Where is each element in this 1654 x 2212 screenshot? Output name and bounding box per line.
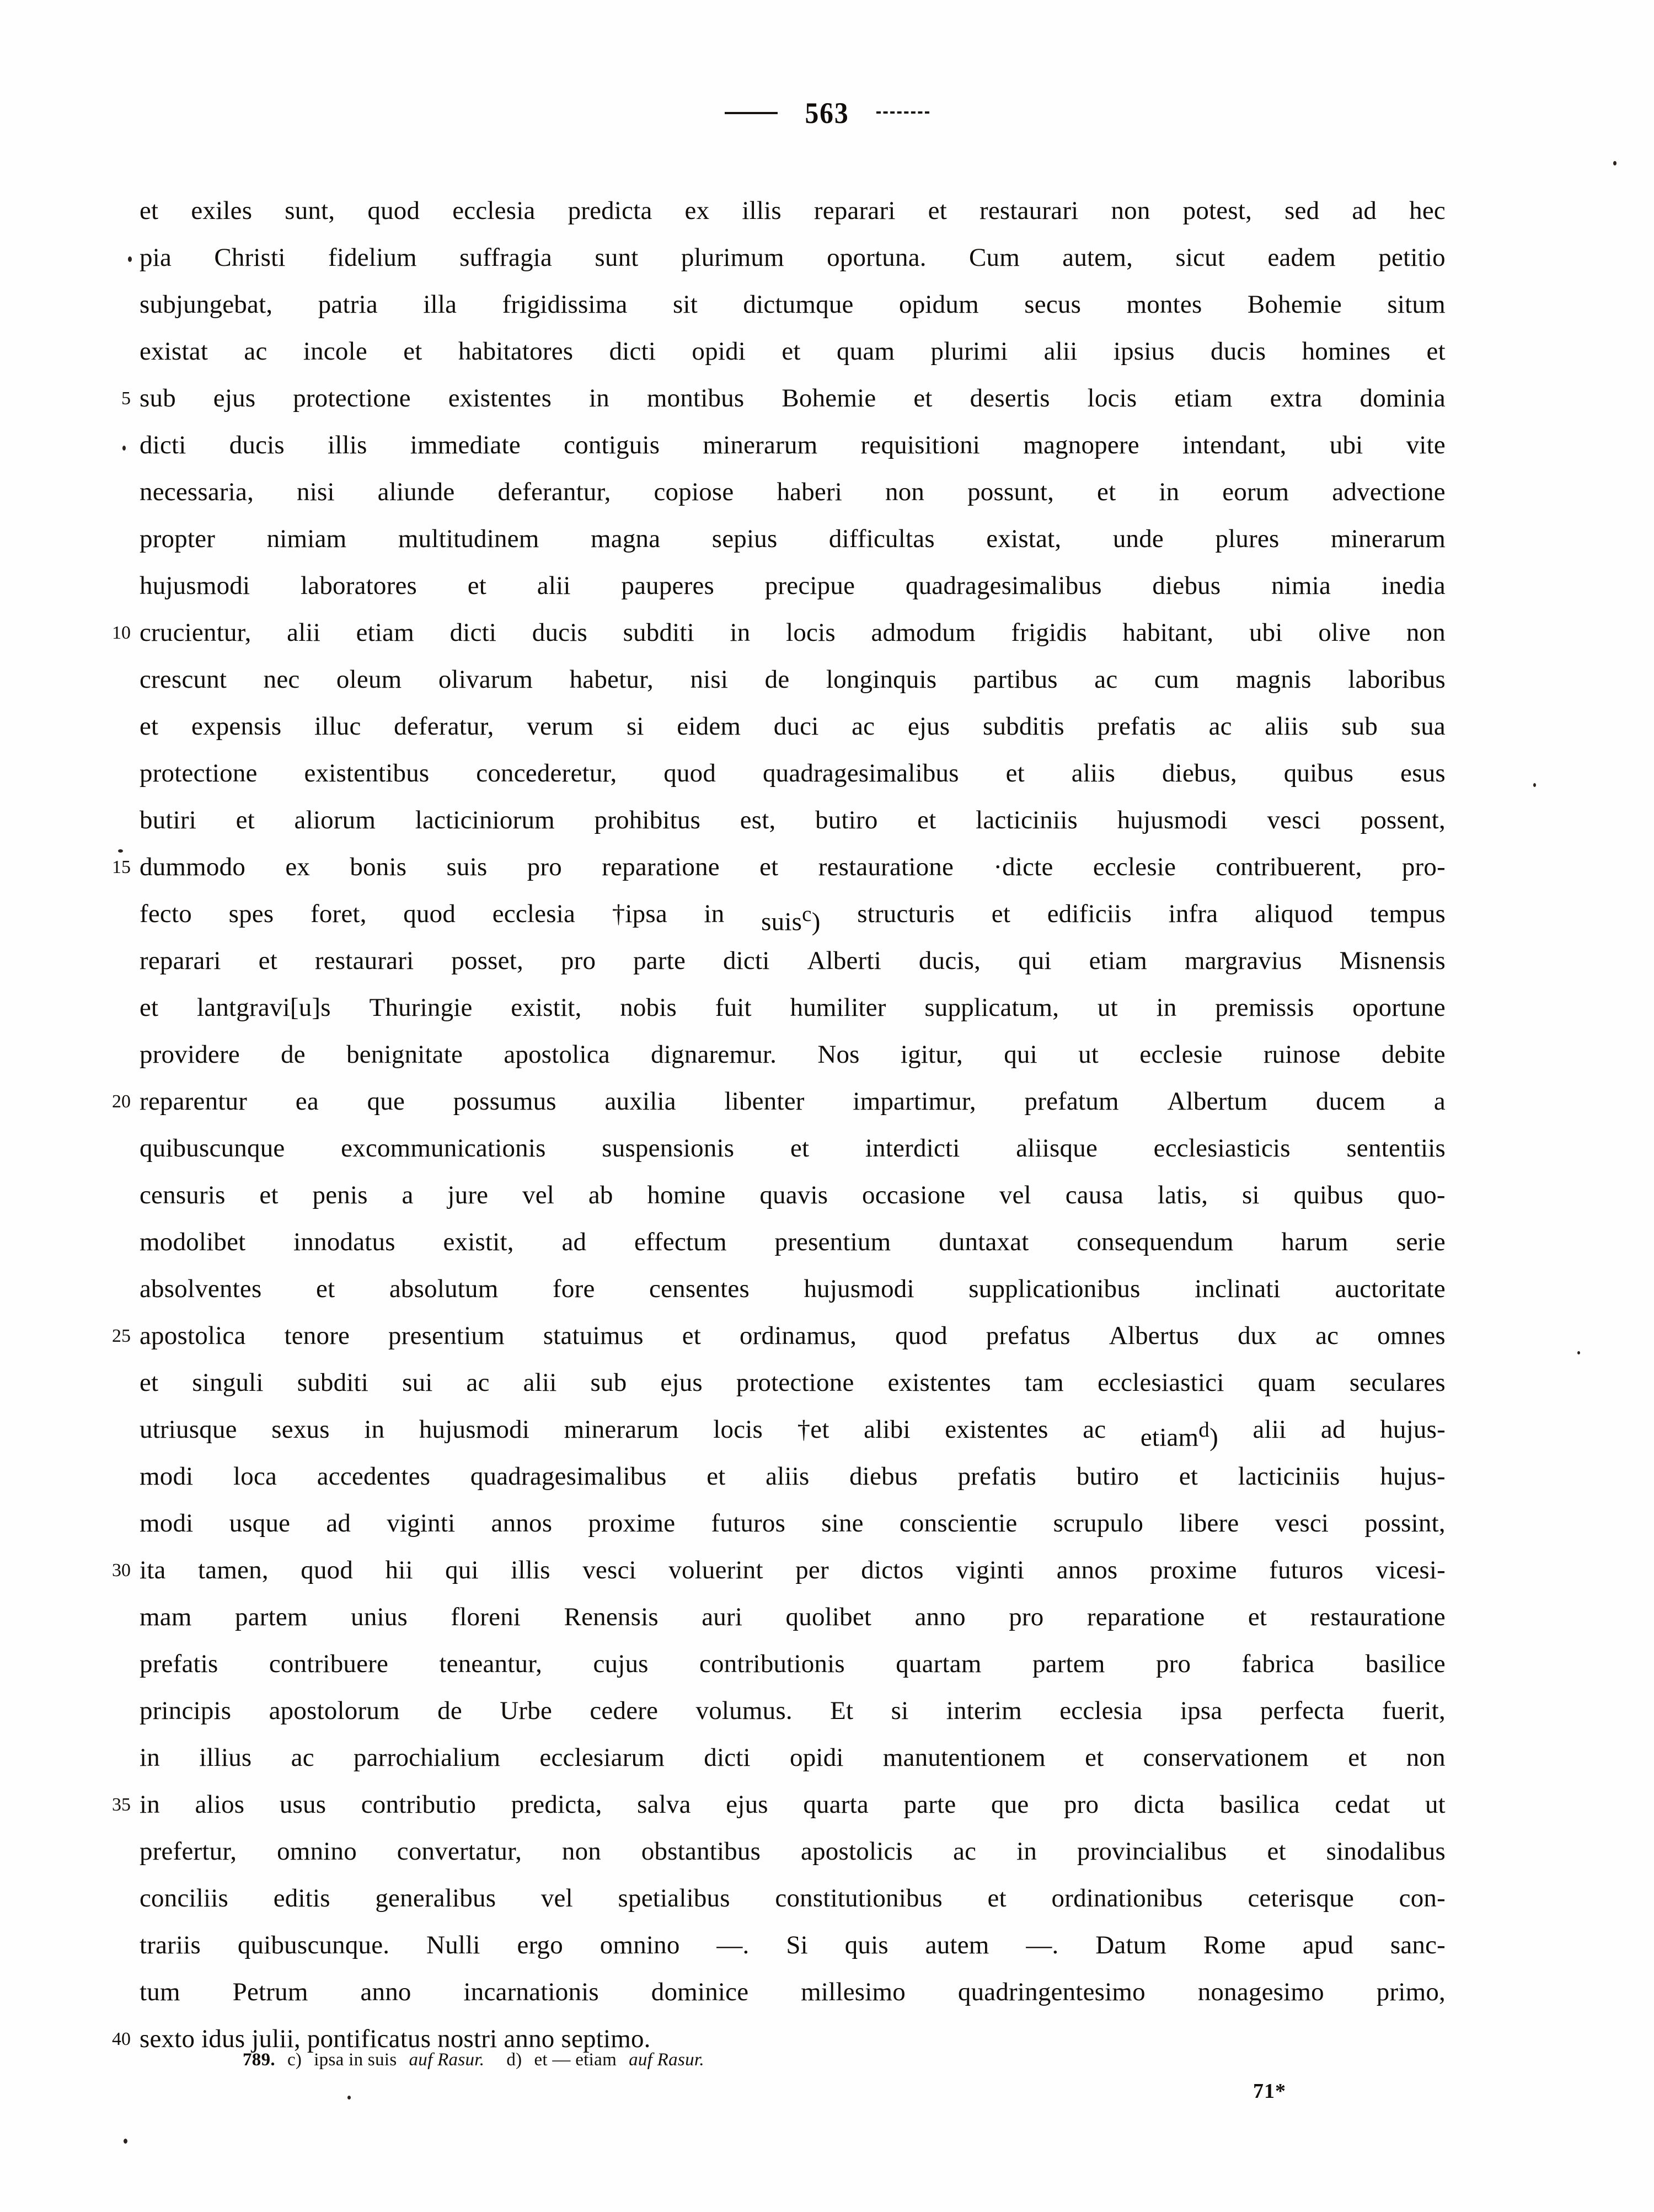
scan-speck <box>347 2096 351 2099</box>
rule-left <box>725 112 778 114</box>
line-text: reparari et restaurari posset, pro parte dicti Alberti ducis, qui etiam margravius Misnensis <box>140 946 1446 975</box>
line-number: 35 <box>112 1795 131 1815</box>
text-line <box>140 656 1446 703</box>
scan-speck <box>1613 161 1616 165</box>
line-text: crescunt nec oleum olivarum habetur, nisi de longinquis partibus ac cum magnis laboribus <box>140 665 1446 694</box>
text-line <box>140 1500 1446 1547</box>
text-line <box>140 1219 1446 1266</box>
line-text: et lantgravi[u]s Thuringie existit, nobis fuit humiliter supplicatum, ut in premissis oportune <box>140 993 1446 1022</box>
running-head <box>0 98 1654 128</box>
text-line <box>140 1875 1446 1922</box>
line-text: modi usque ad viginti annos proxime futuros sine conscientie scrupulo libere vesci possint, <box>140 1509 1446 1538</box>
footnote-number: 789. <box>243 2050 275 2070</box>
text-line <box>140 1266 1446 1313</box>
text-line <box>112 609 1446 656</box>
footnote-italic-c: auf Rasur. <box>409 2050 485 2070</box>
line-text: dicti ducis illis immediate contiguis minerarum requisitioni magnopere intendant, ubi vite <box>140 431 1446 459</box>
line-number: 5 <box>121 388 131 409</box>
scan-speck <box>128 256 132 262</box>
footnote-italic-d: auf Rasur. <box>629 2050 704 2070</box>
line-text: trariis quibuscunque. Nulli ergo omnino —. Si quis autem —. Datum Rome apud sanc- <box>140 1931 1446 1959</box>
line-text: conciliis editis generalibus vel spetialibus constitutionibus et ordinationibus ceterisque con- <box>140 1884 1446 1913</box>
text-line <box>140 750 1446 797</box>
text-line <box>140 1641 1446 1688</box>
line-text: propter nimiam multitudinem magna sepius difficultas existat, unde plures minerarum <box>140 524 1446 553</box>
line-text: crucientur, alii etiam dicti ducis subditi in locis admodum frigidis habitant, ubi olive non <box>140 618 1446 647</box>
line-text: prefatis contribuere teneantur, cujus contributionis quartam partem pro fabrica basilice <box>140 1649 1446 1678</box>
footnote <box>243 2049 704 2071</box>
footnote-text-c: ipsa in suis <box>314 2050 397 2070</box>
line-text: butiri et aliorum lacticiniorum prohibitus est, butiro et lacticiniis hujusmodi vesci possent, <box>140 806 1446 834</box>
text-line <box>140 1125 1446 1172</box>
text-line <box>112 1547 1446 1594</box>
text-line <box>140 281 1446 328</box>
footnote-text-d: et — etiam <box>534 2050 617 2070</box>
footnote-marker-c: c) <box>287 2050 302 2070</box>
line-text: providere de benignitate apostolica dignaremur. Nos igitur, qui ut ecclesie ruinose debite <box>140 1040 1446 1069</box>
scan-speck <box>118 849 123 853</box>
text-line <box>140 1828 1446 1875</box>
line-text: tum Petrum anno incarnationis dominice millesimo quadringentesimo nonagesimo primo, <box>140 1978 1446 2006</box>
line-text: modolibet innodatus existit, ad effectum presentium duntaxat consequendum harum serie <box>140 1228 1446 1256</box>
text-line <box>140 1453 1446 1500</box>
page-number: 563 <box>805 97 849 130</box>
text-line <box>112 1781 1446 1828</box>
line-text: modi loca accedentes quadragesimalibus et aliis diebus prefatis butiro et lacticiniis hujus- <box>140 1462 1446 1491</box>
text-line <box>112 1313 1446 1359</box>
text-block <box>112 188 1446 2063</box>
text-line <box>140 891 1446 938</box>
text-line <box>140 1031 1446 1078</box>
line-text: prefertur, omnino convertatur, non obstantibus apostolicis ac in provincialibus et sinodalibus <box>140 1837 1446 1866</box>
text-line <box>140 1734 1446 1781</box>
text-line <box>140 234 1446 281</box>
text-line <box>140 1359 1446 1406</box>
line-text: hujusmodi laboratores et alii pauperes precipue quadragesimalibus diebus nimia inedia <box>140 571 1446 600</box>
line-text: in illius ac parrochialium ecclesiarum dicti opidi manutentionem et conservationem et non <box>140 1743 1446 1772</box>
text-line <box>140 938 1446 984</box>
line-text: ita tamen, quod hii qui illis vesci voluerint per dictos viginti annos proxime futuros vicesi- <box>140 1556 1446 1584</box>
line-number: 20 <box>112 1091 131 1112</box>
text-line <box>121 375 1446 422</box>
line-text: quibuscunque excommunicationis suspensionis et interdicti aliisque ecclesiasticis sententiis <box>140 1134 1446 1163</box>
line-text: dummodo ex bonis suis pro reparatione et restauratione ·dicte ecclesie contribuerent, pro- <box>140 853 1446 881</box>
line-text: necessaria, nisi aliunde deferantur, copiose haberi non possunt, et in eorum advectione <box>140 478 1446 506</box>
line-text: mam partem unius floreni Renensis auri quolibet anno pro reparatione et restauratione <box>140 1603 1446 1631</box>
line-text: in alios usus contributio predicta, salva ejus quarta parte que pro dicta basilica cedat ut <box>140 1790 1446 1819</box>
line-text: et singuli subditi sui ac alii sub ejus protectione existentes tam ecclesiastici quam seculares <box>140 1368 1446 1397</box>
rule-right <box>876 111 929 115</box>
line-text: absolventes et absolutum fore censentes hujusmodi supplicationibus inclinati auctoritate <box>140 1274 1446 1303</box>
text-line <box>140 797 1446 844</box>
line-text: protectione existentibus concederetur, quod quadragesimalibus et aliis diebus, quibus esus <box>140 759 1446 788</box>
text-line <box>140 563 1446 609</box>
line-text: sub ejus protectione existentes in montibus Bohemie et desertis locis etiam extra dominia <box>140 384 1446 413</box>
scan-speck <box>122 446 126 451</box>
line-text: et expensis illuc deferatur, verum si eidem duci ac ejus subditis prefatis ac aliis sub sua <box>140 712 1446 741</box>
text-line <box>140 188 1446 234</box>
text-line <box>140 1594 1446 1641</box>
text-line <box>140 328 1446 375</box>
line-text: et exiles sunt, quod ecclesia predicta ex illis reparari et restaurari non potest, sed ad hec <box>140 196 1446 225</box>
line-text: existat ac incole et habitatores dicti opidi et quam plurimi alii ipsius ducis homines et <box>140 337 1446 366</box>
text-line <box>140 1172 1446 1219</box>
scan-speck <box>1533 783 1536 787</box>
signature-mark: 71* <box>1253 2080 1286 2103</box>
line-text: principis apostolorum de Urbe cedere volumus. Et si interim ecclesia ipsa perfecta fuerit, <box>140 1696 1446 1725</box>
line-text: censuris et penis a jure vel ab homine quavis occasione vel causa latis, si quibus quo- <box>140 1181 1446 1209</box>
text-line <box>140 1406 1446 1453</box>
text-line <box>140 516 1446 563</box>
text-line <box>140 1969 1446 2016</box>
text-line <box>140 422 1446 469</box>
text-line <box>140 1922 1446 1969</box>
text-line <box>140 469 1446 516</box>
text-line <box>112 1078 1446 1125</box>
footnote-marker-d: d) <box>506 2050 522 2070</box>
line-text: pia Christi fidelium suffragia sunt plurimum oportuna. Cum autem, sicut eadem petitio <box>140 243 1446 272</box>
line-text: apostolica tenore presentium statuimus et ordinamus, quod prefatus Albertus dux ac omnes <box>140 1321 1446 1350</box>
line-number: 30 <box>112 1560 131 1581</box>
line-number: 40 <box>112 2029 131 2049</box>
line-number: 10 <box>112 623 131 643</box>
line-text: subjungebat, patria illa frigidissima sit dictumque opidum secus montes Bohemie situm <box>140 290 1446 319</box>
scan-speck <box>1577 1351 1580 1354</box>
text-line <box>140 984 1446 1031</box>
text-line <box>112 844 1446 891</box>
line-text: fecto spes foret, quod ecclesia †ipsa in suis$^c$) structuris et edificiis infra aliquod tempus <box>140 899 1446 936</box>
line-text: sexto idus julii, pontificatus nostri anno septimo. <box>140 2024 651 2053</box>
line-number: 25 <box>112 1326 131 1346</box>
line-text: utriusque sexus in hujusmodi minerarum locis †et alibi existentes ac etiam$^d$) alii ad hujus- <box>140 1415 1446 1452</box>
text-line <box>140 1688 1446 1734</box>
scan-speck <box>124 2139 127 2144</box>
text-line <box>140 703 1446 750</box>
line-text: reparentur ea que possumus auxilia libenter impartimur, prefatum Albertum ducem a <box>140 1087 1446 1116</box>
line-number: 15 <box>112 857 131 877</box>
